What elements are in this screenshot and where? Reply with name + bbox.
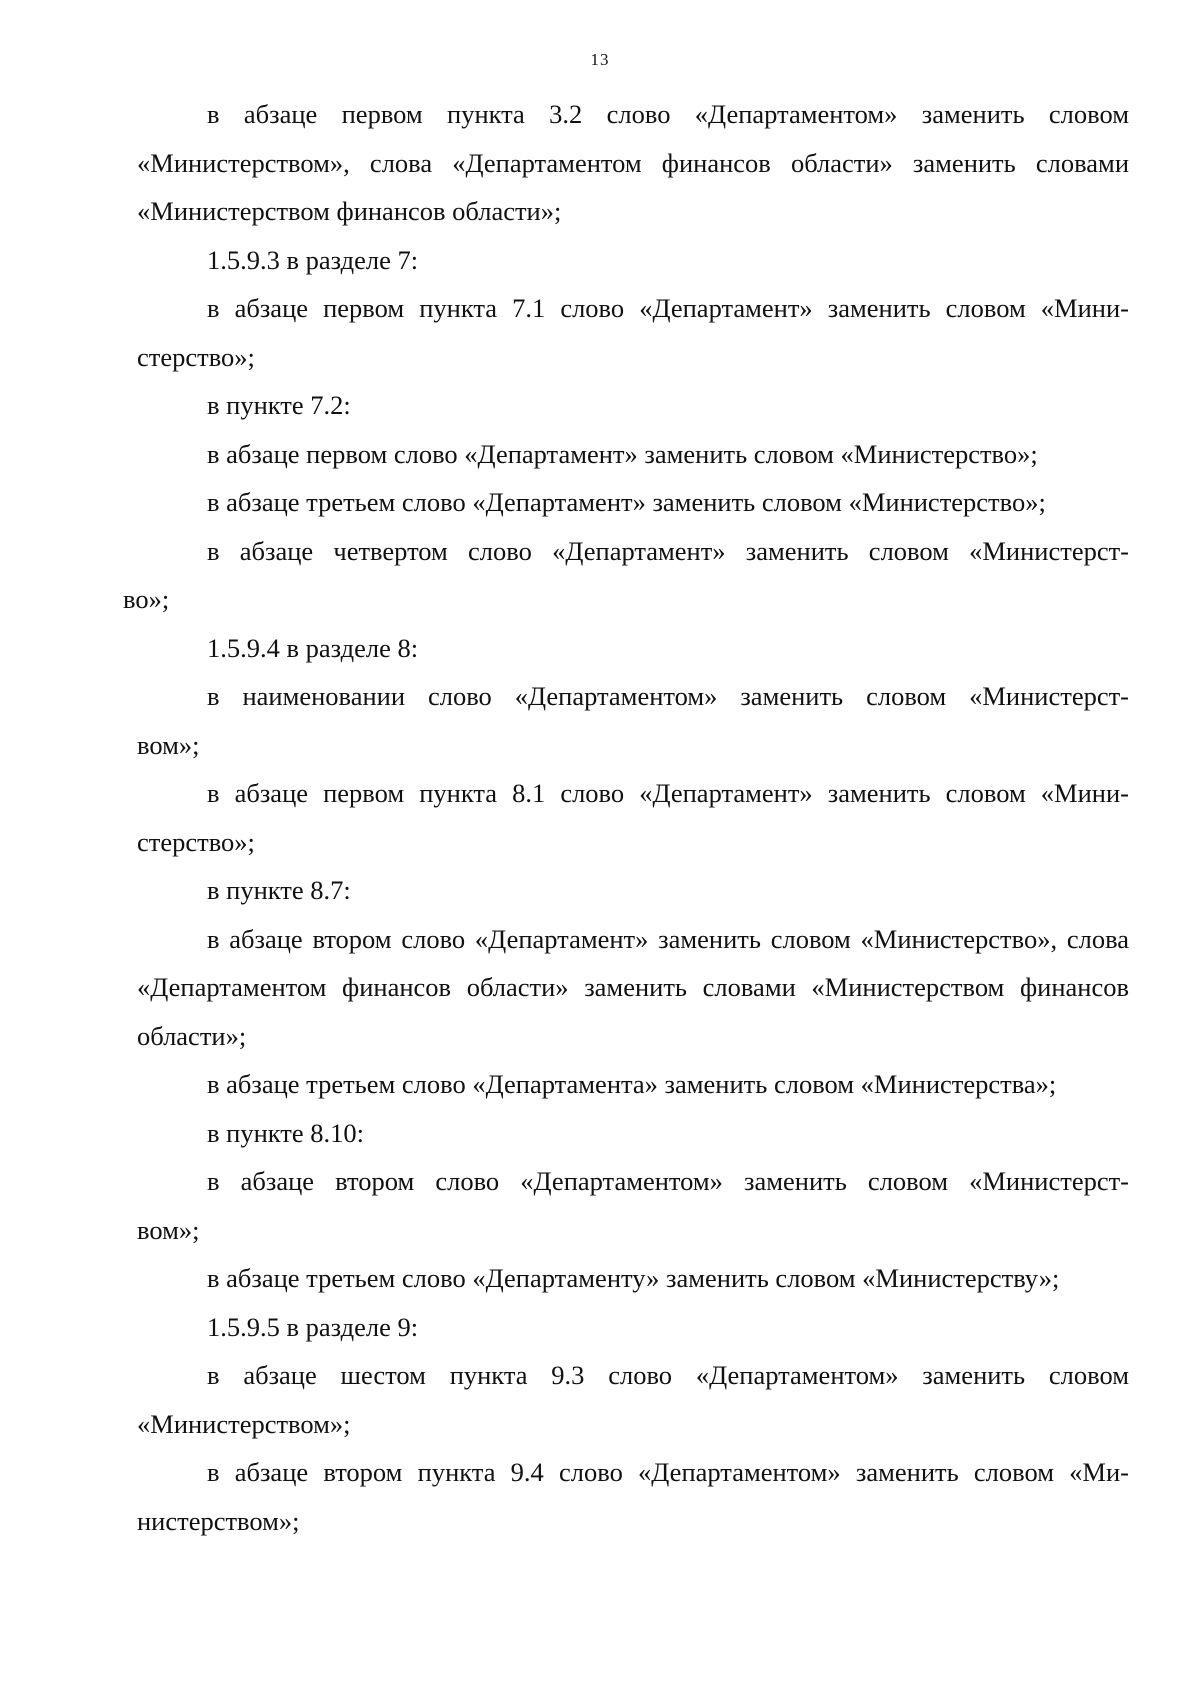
paragraph-1: в абзаце первом пункта 3.2 слово «Департаментом» заменить словом «Министерством», слова «Департаментом финансов области» заменить словами «Министерством финансов области»;	[137, 99, 1129, 226]
paragraph-11: в пункте 8.7:	[207, 875, 351, 905]
paragraph-5: в абзаце первом слово «Департамент» заменить словом «Министерство»;	[207, 438, 1038, 469]
paragraph-9-continuation: вом»;	[137, 729, 200, 760]
paragraph-19: в абзаце втором пункта 9.4 слово «Департаментом» заменить словом «Ми-	[207, 1457, 1129, 1487]
paragraph-9: в наименовании слово «Департаментом» заменить словом «Министерст-	[207, 681, 1129, 711]
page-number: 13	[590, 50, 610, 69]
paragraph-2: 1.5.9.3 в разделе 7:	[207, 244, 419, 275]
paragraph-12: в абзаце втором слово «Департамент» заменить словом «Министерство», слова «Департаментом финансов области» заменить словами «Министерством финансов области»;	[137, 923, 1129, 1051]
paragraph-4: в пункте 7.2:	[207, 390, 351, 420]
paragraph-19-continuation: нистерством»;	[137, 1505, 300, 1536]
document-body	[123, 90, 1129, 1545]
paragraph-6: в абзаце третьем слово «Департамент» заменить словом «Министерство»;	[207, 487, 1046, 517]
paragraph-15-continuation: вом»;	[137, 1214, 200, 1245]
paragraph-18: в абзаце шестом пункта 9.3 слово «Департаментом» заменить словом «Министерством»;	[137, 1360, 1129, 1439]
paragraph-17: 1.5.9.5 в разделе 9:	[207, 1311, 419, 1342]
paragraph-10: в абзаце первом пункта 8.1 слово «Департамент» заменить словом «Мини-	[207, 778, 1129, 808]
paragraph-7-continuation: во»;	[123, 584, 170, 614]
paragraph-10-continuation: стерство»;	[137, 826, 255, 857]
paragraph-13: в абзаце третьем слово «Департамента» заменить словом «Министерства»;	[207, 1069, 1057, 1099]
paragraph-8: 1.5.9.4 в разделе 8:	[207, 632, 419, 663]
paragraph-14: в пункте 8.10:	[207, 1117, 364, 1148]
paragraph-15: в абзаце втором слово «Департаментом» заменить словом «Министерст-	[207, 1166, 1129, 1196]
paragraph-7: в абзаце четвертом слово «Департамент» заменить словом «Министерст-	[207, 535, 1129, 566]
paragraph-16: в абзаце третьем слово «Департаменту» заменить словом «Министерству»;	[207, 1263, 1060, 1293]
paragraph-3-continuation: стерство»;	[137, 341, 255, 372]
paragraph-3: в абзаце первом пункта 7.1 слово «Департамент» заменить словом «Мини-	[207, 293, 1129, 323]
